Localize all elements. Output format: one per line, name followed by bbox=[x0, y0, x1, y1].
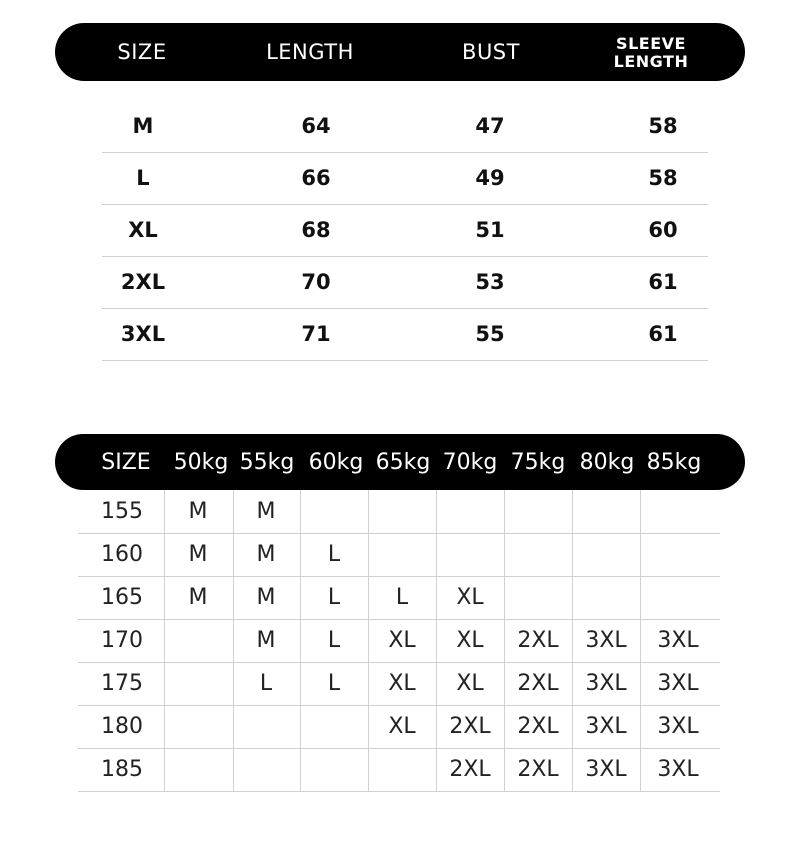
header-length: LENGTH bbox=[266, 40, 354, 64]
table-cell: 60 bbox=[648, 218, 678, 242]
size-table-header bbox=[55, 23, 745, 81]
table-cell: 61 bbox=[648, 322, 678, 346]
size-cell: M bbox=[256, 628, 276, 653]
table-cell: 49 bbox=[475, 166, 505, 190]
column-divider bbox=[368, 490, 369, 791]
header-sleeve-word: SLEEVE bbox=[616, 34, 686, 53]
size-cell: 2XL bbox=[517, 714, 559, 739]
size-cell: L bbox=[327, 628, 341, 653]
header-size: SIZE bbox=[117, 40, 167, 64]
size-cell: L bbox=[327, 671, 341, 696]
size-cell: 3XL bbox=[657, 628, 699, 653]
size-cell: XL bbox=[456, 628, 484, 653]
header-weight: 70kg bbox=[442, 450, 498, 475]
table-row bbox=[102, 256, 708, 309]
table-cell: L bbox=[136, 166, 150, 190]
row-divider bbox=[78, 791, 720, 792]
header-length-word: LENGTH bbox=[613, 52, 689, 71]
fit-table-header bbox=[55, 434, 745, 490]
size-cell: M bbox=[188, 585, 208, 610]
size-cell: 2XL bbox=[517, 757, 559, 782]
size-cell: L bbox=[395, 585, 409, 610]
header-weight: 85kg bbox=[646, 450, 702, 475]
column-divider bbox=[233, 490, 234, 791]
header-bust: BUST bbox=[462, 40, 520, 64]
column-divider bbox=[504, 490, 505, 791]
table-cell: 55 bbox=[475, 322, 505, 346]
height-cell: 155 bbox=[101, 499, 143, 524]
size-cell: 2XL bbox=[517, 671, 559, 696]
table-cell: 47 bbox=[475, 114, 505, 138]
column-divider bbox=[572, 490, 573, 791]
table-row bbox=[102, 100, 708, 153]
column-divider bbox=[640, 490, 641, 791]
size-cell: M bbox=[188, 542, 208, 567]
size-cell: M bbox=[256, 542, 276, 567]
table-cell: 64 bbox=[301, 114, 331, 138]
column-divider bbox=[300, 490, 301, 791]
height-cell: 170 bbox=[101, 628, 143, 653]
column-divider bbox=[436, 490, 437, 791]
row-divider bbox=[78, 533, 720, 534]
size-cell: M bbox=[188, 499, 208, 524]
table-cell: 70 bbox=[301, 270, 331, 294]
column-divider bbox=[164, 490, 165, 791]
height-cell: 185 bbox=[101, 757, 143, 782]
table-cell: 68 bbox=[301, 218, 331, 242]
size-cell: 3XL bbox=[657, 671, 699, 696]
table-cell: 66 bbox=[301, 166, 331, 190]
height-cell: 175 bbox=[101, 671, 143, 696]
table-cell: 58 bbox=[648, 114, 678, 138]
table-cell: 3XL bbox=[120, 322, 166, 346]
size-cell: 3XL bbox=[657, 714, 699, 739]
size-cell: 2XL bbox=[517, 628, 559, 653]
size-cell: XL bbox=[388, 714, 416, 739]
size-cell: XL bbox=[456, 585, 484, 610]
fit-table-grid bbox=[78, 490, 720, 792]
size-cell: L bbox=[259, 671, 273, 696]
table-cell: 53 bbox=[475, 270, 505, 294]
size-cell: 2XL bbox=[449, 714, 491, 739]
table-row bbox=[102, 308, 708, 361]
header-sleeve-length bbox=[614, 35, 689, 71]
table-cell: XL bbox=[128, 218, 158, 242]
size-cell: 3XL bbox=[585, 671, 627, 696]
size-cell: XL bbox=[456, 671, 484, 696]
size-cell: 3XL bbox=[657, 757, 699, 782]
height-cell: 180 bbox=[101, 714, 143, 739]
size-cell: L bbox=[327, 542, 341, 567]
size-cell: M bbox=[256, 585, 276, 610]
header-weight: 50kg bbox=[173, 450, 229, 475]
table-row bbox=[102, 204, 708, 257]
size-cell: 2XL bbox=[449, 757, 491, 782]
table-cell: 58 bbox=[648, 166, 678, 190]
size-cell: 3XL bbox=[585, 714, 627, 739]
size-cell: 3XL bbox=[585, 757, 627, 782]
table-row bbox=[102, 152, 708, 205]
header-weight: 55kg bbox=[239, 450, 295, 475]
table-cell: 2XL bbox=[120, 270, 166, 294]
header-weight: 65kg bbox=[375, 450, 431, 475]
size-cell: XL bbox=[388, 628, 416, 653]
size-cell: L bbox=[327, 585, 341, 610]
table-cell: 71 bbox=[301, 322, 331, 346]
header-weight: 60kg bbox=[308, 450, 364, 475]
header-size: SIZE bbox=[101, 450, 151, 475]
table-cell: 61 bbox=[648, 270, 678, 294]
size-cell: 3XL bbox=[585, 628, 627, 653]
height-cell: 165 bbox=[101, 585, 143, 610]
header-weight: 75kg bbox=[510, 450, 566, 475]
table-cell: M bbox=[132, 114, 154, 138]
header-weight: 80kg bbox=[579, 450, 635, 475]
size-cell: M bbox=[256, 499, 276, 524]
table-cell: 51 bbox=[475, 218, 505, 242]
size-cell: XL bbox=[388, 671, 416, 696]
height-cell: 160 bbox=[101, 542, 143, 567]
